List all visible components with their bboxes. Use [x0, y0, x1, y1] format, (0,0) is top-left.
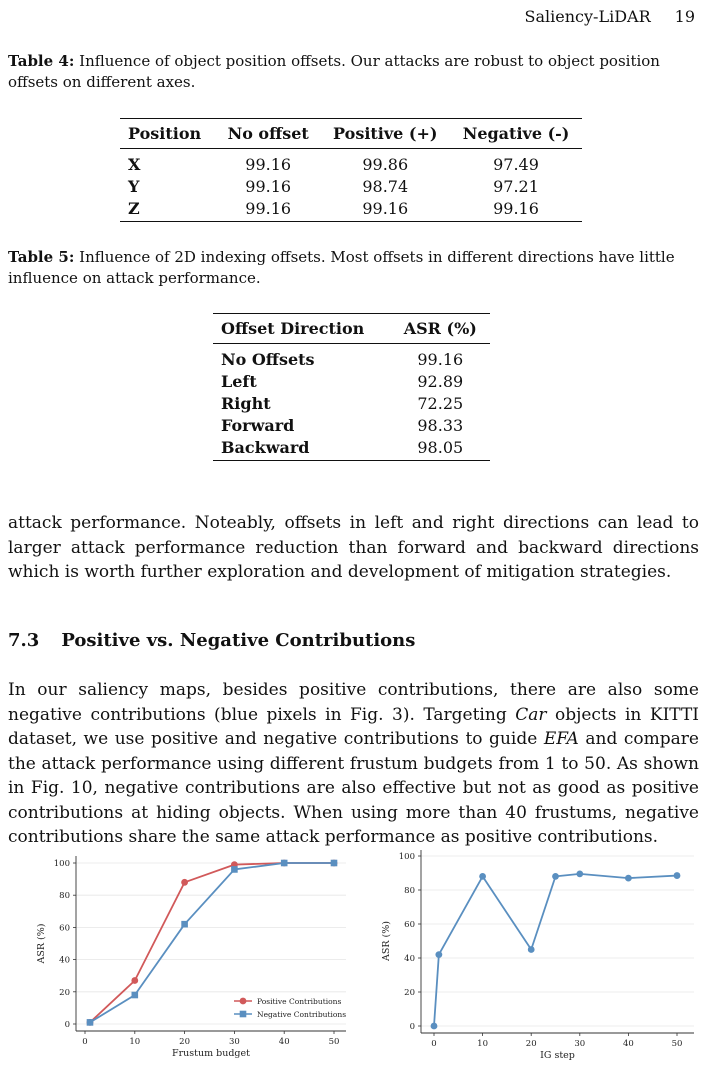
- table-cell: 99.86: [362, 154, 409, 174]
- paragraph-text: and compare the attack performance using different frustum budgets from 1 to 50. As shown in Fig. 10, negative contributions are also effective but not as good as positive contributions at hiding objects. When using more than 40 frustums, negative contributions share the same attack performance as positive contributions.: [8, 729, 699, 847]
- table4: [120, 118, 582, 222]
- table-cell: 99.16: [216, 197, 321, 222]
- table-row: [120, 197, 582, 222]
- data-point: [625, 875, 632, 882]
- data-point: [181, 879, 188, 886]
- table4-header: No offset: [216, 119, 321, 149]
- table4-header: Negative (-): [450, 119, 582, 149]
- y-axis-label: ASR (%): [36, 923, 47, 964]
- table5-header: Offset Direction: [213, 314, 391, 344]
- table5-caption-text: Influence of 2D indexing offsets. Most offsets in different directions have little influence on attack performance.: [8, 248, 675, 287]
- table-cell: 98.33: [417, 415, 464, 435]
- table-cell: X: [128, 154, 141, 174]
- y-axis-label: ASR (%): [381, 921, 392, 961]
- x-tick-label: 40: [622, 1039, 634, 1049]
- y-tick-label: 80: [59, 891, 70, 902]
- data-point: [231, 866, 238, 873]
- x-tick-label: 10: [129, 1037, 141, 1047]
- table-cell: Y: [128, 176, 140, 196]
- x-tick-label: 0: [82, 1037, 88, 1047]
- section-title: Positive vs. Negative Contributions: [61, 630, 416, 651]
- y-tick-label: 60: [59, 923, 70, 934]
- data-point: [435, 951, 442, 958]
- table-cell: Z: [120, 197, 216, 222]
- data-point: [132, 992, 139, 999]
- legend-label: Negative Contributions: [257, 1010, 347, 1019]
- x-tick-label: 50: [671, 1039, 683, 1049]
- y-tick-label: 100: [398, 852, 415, 862]
- table-row: [213, 414, 490, 436]
- x-axis-label: Frustum budget: [172, 1048, 250, 1059]
- x-tick-label: 40: [278, 1037, 290, 1047]
- y-tick-label: 20: [59, 987, 70, 998]
- table-row: [213, 344, 490, 371]
- table-cell: Left: [221, 371, 257, 391]
- y-tick-label: 60: [404, 920, 415, 930]
- data-point: [479, 873, 486, 880]
- data-point: [431, 1023, 438, 1030]
- table-cell: 97.21: [493, 176, 539, 196]
- table-row: [120, 175, 582, 197]
- x-tick-label: 30: [574, 1039, 586, 1049]
- table-row: [120, 149, 582, 176]
- data-point: [131, 977, 138, 984]
- x-tick-label: 50: [328, 1037, 340, 1047]
- table-cell: 99.16: [321, 197, 451, 222]
- data-point: [281, 860, 288, 867]
- data-point: [576, 870, 583, 877]
- table4-caption: [8, 51, 698, 93]
- table-row: [213, 392, 490, 414]
- body-paragraph: [8, 678, 699, 850]
- paragraph-emphasis: Car: [515, 704, 547, 725]
- table-cell: 92.89: [417, 371, 464, 391]
- y-tick-label: 80: [404, 886, 415, 896]
- data-point: [181, 921, 188, 928]
- table-cell: 99.16: [245, 154, 292, 174]
- table4-caption-text: Influence of object position offsets. Our attacks are robust to object position offsets on different axes.: [8, 52, 660, 91]
- series-line: [434, 874, 677, 1026]
- table-cell: 99.16: [450, 197, 582, 222]
- y-tick-label: 0: [64, 1020, 70, 1030]
- table-cell: No Offsets: [221, 349, 315, 369]
- table4-label: Table 4:: [8, 52, 75, 70]
- y-tick-label: 0: [409, 1022, 415, 1032]
- table4-header: Position: [120, 119, 216, 149]
- table5-label: Table 5:: [8, 248, 75, 266]
- x-axis-label: IG step: [540, 1050, 575, 1061]
- paragraph-text: objects in KITTI dataset, we use positive and negative contributions to guide: [8, 704, 700, 749]
- x-tick-label: 20: [179, 1037, 191, 1047]
- running-header: [525, 7, 695, 26]
- y-tick-label: 100: [53, 859, 70, 869]
- table-cell: Forward: [221, 415, 295, 435]
- table-cell: 99.16: [245, 176, 292, 196]
- x-tick-label: 30: [228, 1037, 240, 1047]
- paragraph-text: In our saliency maps, besides positive contributions, there are also some negative contributions (blue pixels in Fig. 3). Targeting: [8, 680, 699, 725]
- x-tick-label: 20: [525, 1039, 537, 1049]
- data-point: [87, 1019, 94, 1026]
- header-title: Saliency-LiDAR: [524, 7, 651, 26]
- legend-label: Positive Contributions: [257, 997, 342, 1006]
- data-point: [240, 998, 247, 1005]
- y-tick-label: 40: [404, 954, 415, 964]
- table4-header: Positive (+): [321, 119, 451, 149]
- x-tick-label: 10: [477, 1039, 489, 1049]
- data-point: [552, 873, 559, 880]
- chart-ig-step: [352, 850, 707, 1072]
- section-number: 7.3: [8, 630, 40, 651]
- data-point: [331, 860, 338, 867]
- table-cell: 72.25: [417, 393, 464, 413]
- table-cell: 99.16: [417, 349, 464, 369]
- table5-header: ASR (%): [391, 314, 490, 344]
- y-tick-label: 40: [59, 955, 70, 966]
- body-paragraph: attack performance. Noteably, offsets in left and right directions can lead to larger attack performance reduction than forward and backward directions which is worth further exploration and development of mitigation strategies.: [8, 513, 699, 582]
- x-tick-label: 0: [431, 1039, 437, 1049]
- table-cell: 98.74: [362, 176, 409, 196]
- table-cell: Right: [221, 393, 271, 413]
- data-point: [528, 946, 535, 953]
- paragraph-emphasis: EFA: [543, 729, 579, 749]
- table5-caption: [8, 247, 698, 289]
- y-tick-label: 20: [404, 988, 415, 998]
- data-point: [240, 1011, 247, 1018]
- section-heading: [8, 630, 415, 651]
- table-cell: 97.49: [493, 154, 539, 174]
- chart-frustum-budget: [0, 850, 350, 1072]
- page-number: 19: [674, 7, 695, 26]
- table-row: [213, 370, 490, 392]
- table-cell: Backward: [213, 436, 391, 461]
- table-row: [213, 436, 490, 461]
- data-point: [674, 872, 681, 879]
- table5: [213, 313, 490, 461]
- table-cell: 98.05: [391, 436, 490, 461]
